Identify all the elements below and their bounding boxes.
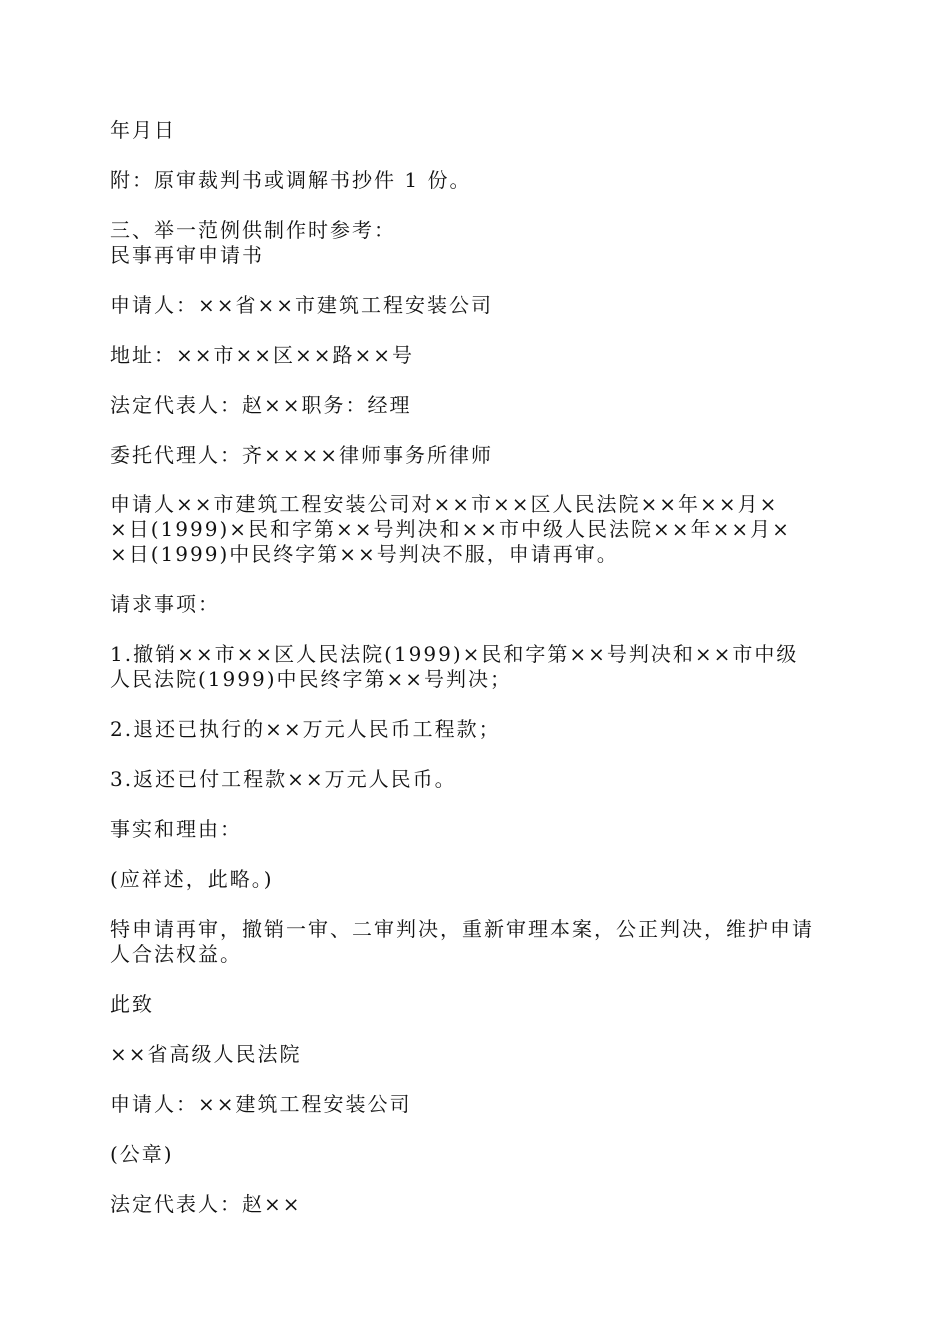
closing-line-1: 特申请再审，撤销一审、二审判决，重新审理本案，公正判决，维护申请 <box>110 917 814 941</box>
signature-applicant: 申请人：××建筑工程安装公司 <box>110 1092 412 1116</box>
request-1-line-1: 1.撤销××市××区人民法院(1999)×民和字第××号判决和××市中级 <box>110 642 799 666</box>
example-title: 民事再审申请书 <box>110 243 264 267</box>
applicant-line: 申请人：××省××市建筑工程安装公司 <box>110 293 494 317</box>
request-1-line-2: 人民法院(1999)中民终字第××号判决； <box>110 667 513 691</box>
facts-body: (应祥述，此略。) <box>110 867 274 891</box>
salutation: 此致 <box>110 992 154 1016</box>
section-heading: 三、举一范例供制作时参考： <box>110 218 396 242</box>
request-3: 3.返还已付工程款××万元人民币。 <box>110 767 457 791</box>
request-2: 2.退还已执行的××万元人民币工程款； <box>110 717 501 741</box>
intro-line-3: ×日(1999)中民终字第××号判决不服，申请再审。 <box>110 542 619 566</box>
court-name: ××省高级人民法院 <box>110 1042 302 1066</box>
legal-rep-line: 法定代表人：赵××职务：经理 <box>110 393 412 417</box>
intro-line-2: ×日(1999)×民和字第××号判决和××市中级人民法院××年××月× <box>110 517 791 541</box>
seal-note: (公章) <box>110 1142 174 1166</box>
address-line: 地址：××市××区××路××号 <box>110 343 415 367</box>
signature-rep: 法定代表人：赵×× <box>110 1192 302 1216</box>
facts-heading: 事实和理由： <box>110 817 242 841</box>
requests-heading: 请求事项： <box>110 592 220 616</box>
attachment-note: 附：原审裁判书或调解书抄件 1 份。 <box>110 168 472 192</box>
agent-line: 委托代理人：齐××××律师事务所律师 <box>110 443 494 467</box>
closing-line-2: 人合法权益。 <box>110 942 242 966</box>
intro-line-1: 申请人××市建筑工程安装公司对××市××区人民法院××年××月× <box>110 492 779 516</box>
date-line: 年月日 <box>110 118 176 142</box>
